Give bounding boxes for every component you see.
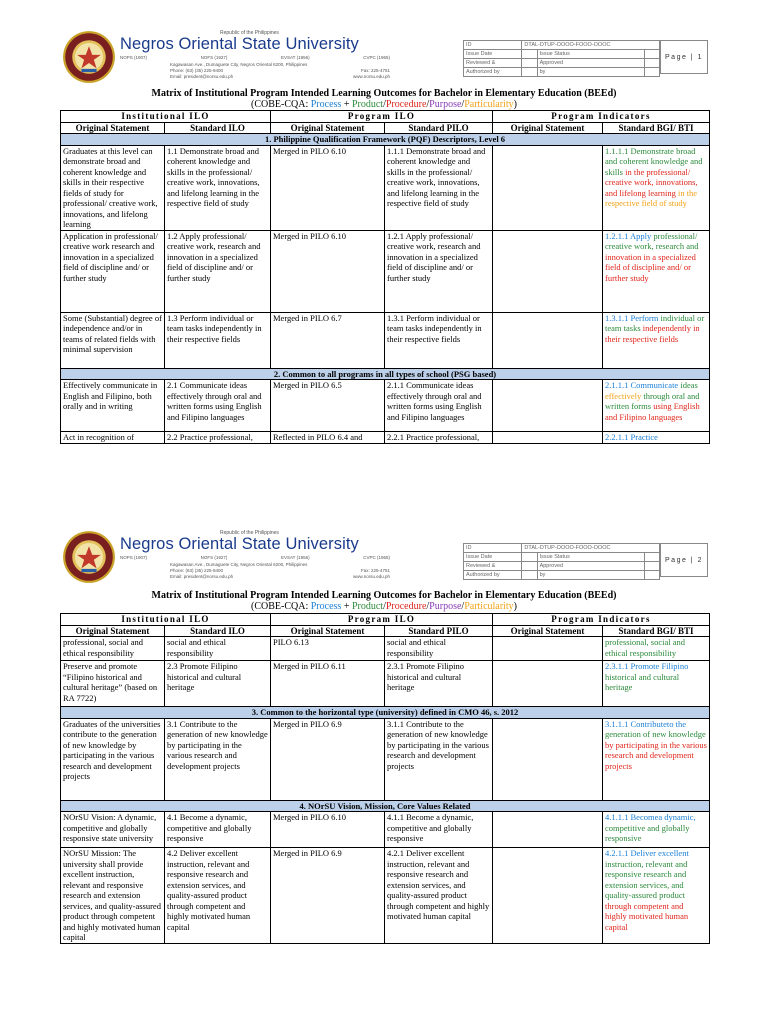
table-cell-c3: Merged in PILO 6.10 <box>271 230 385 312</box>
id-label: ID <box>464 41 522 50</box>
table-cell-c4: 2.1.1 Communicate ideas effectively through oral and written forms using English and Filipino languages <box>385 380 493 432</box>
colored-segment: instruction, relevant and responsive research and extension services, and quality-assured product <box>605 858 688 900</box>
colored-segment: historical and cultural heritage <box>605 671 680 692</box>
address-right: Fax: 225-4751 <box>360 68 390 73</box>
table-cell-c3: Merged in PILO 6.7 <box>271 312 385 368</box>
ilo-matrix-table <box>60 613 710 944</box>
campus-label: NOPS (1907) <box>120 555 148 560</box>
id-label: ID <box>464 544 522 553</box>
legend-slash1: / <box>383 601 386 612</box>
table-cell-c2: 4.2 Deliver excellent instruction, relevant and responsive research and extension services, and quality-assured product through competent and highly motivated human capital <box>165 848 271 944</box>
table-cell-c5 <box>493 718 603 800</box>
colored-segment: individual or team tasks <box>605 312 705 333</box>
republic-label: Republic of the Philippines <box>220 30 279 36</box>
legend-product: Product <box>351 99 384 110</box>
republic-label: Republic of the Philippines <box>220 530 279 536</box>
table-cell-c4: 1.3.1 Perform individual or team tasks independently in their respective fields <box>385 312 493 368</box>
university-name: Negros Oriental State University <box>120 35 359 53</box>
address-left: Kagawasan Ave., Dumaguete City, Negros Oriental 6200, Philippines <box>170 562 308 567</box>
campus-label: NOFS (1927) <box>200 555 228 560</box>
campus-label: CVPC (1965) <box>363 555 390 560</box>
table-cell-bgi-bti <box>603 637 710 661</box>
issue-date-label: Issue Date <box>464 50 522 59</box>
table-cell-c3: Merged in PILO 6.11 <box>271 661 385 707</box>
colored-segment: competitive and globally responsive <box>605 822 690 843</box>
campus-label: NOPS (1907) <box>120 55 148 60</box>
section-title: 1. Philippine Qualification Framework (PQF) Descriptors, Level 6 <box>61 134 710 146</box>
colored-segment: generation of new knowledge <box>605 729 706 739</box>
colored-segment: professional, social and ethical responsibility <box>605 637 686 658</box>
empty-cell <box>522 571 537 580</box>
campus-list <box>120 555 390 560</box>
section-title: 4. NOrSU Vision, Mission, Core Values Related <box>61 800 710 812</box>
legend-particularity: Particularity <box>464 601 514 612</box>
group-header-row <box>61 614 710 626</box>
address-line <box>170 562 390 567</box>
table-cell-c1: NOrSU Mission: The university shall provide excellent instruction, relevant and responsive research and extension services, and quality-assured product through competent and highly motivated human capital <box>61 848 165 944</box>
section-header-row <box>61 800 710 812</box>
colored-segment: in the respective field of study <box>605 187 698 208</box>
address-line <box>170 568 390 573</box>
legend-procedure: Procedure <box>385 601 427 612</box>
colored-segment: 2.3.1.1 Promote Filipino <box>605 661 689 671</box>
colored-segment: independently in their respective fields <box>605 323 700 344</box>
colored-segment: 4.1.1.1 Becomea dynamic, <box>605 812 696 822</box>
id-value: DTAL-DTUP-OOOO-FOOO-OOOC <box>522 544 660 553</box>
table-cell-c3: Merged in PILO 6.10 <box>271 145 385 230</box>
column-header: Standard PILO <box>385 625 493 637</box>
campus-label: EVSAT (1956) <box>281 555 310 560</box>
table-cell-c5 <box>493 848 603 944</box>
address-left: Phone: (63) (35) 225-9400 <box>170 568 224 573</box>
table-cell-c4: 4.2.1 Deliver excellent instruction, relevant and responsive research and extension services, and quality-assured product through competent and highly motivated human capital <box>385 848 493 944</box>
empty-cell <box>644 571 659 580</box>
table-cell-c1: Preserve and promote “Filipino historical and cultural heritage” (based on RA 7722) <box>61 661 165 707</box>
table-row <box>61 661 710 707</box>
group-header: Institutional ILO <box>61 111 271 123</box>
by-label: by <box>537 68 644 77</box>
table-cell-c1: NOrSU Vision: A dynamic, competitive and globally responsive state university <box>61 812 165 848</box>
table-cell-c4: 1.2.1 Apply professional/ creative work, research and innovation in a specialized field of discipline and/ or further study <box>385 230 493 312</box>
table-cell-c2: 1.1 Demonstrate broad and coherent knowledge and skills in the professional/ creative work, innovations, and lifelong learning in the respective field of study <box>165 145 271 230</box>
address-left: Email: president@norsu.edu.ph <box>170 74 234 79</box>
table-cell-bgi-bti <box>603 661 710 707</box>
legend-procedure: Procedure <box>385 99 427 110</box>
colored-segment: through oral and written forms <box>605 390 700 411</box>
table-cell-c3: Reflected in PILO 6.4 and <box>271 432 385 444</box>
column-header: Standard BGI/ BTI <box>603 122 710 134</box>
legend-slash2: / <box>426 601 430 612</box>
table-cell-c5 <box>493 661 603 707</box>
approved-label: Approved <box>537 59 644 68</box>
group-header: Program Indicators <box>493 111 710 123</box>
group-header: Program ILO <box>271 111 493 123</box>
university-name: Negros Oriental State University <box>120 535 359 553</box>
table-cell-c2: 2.2 Practice professional, <box>165 432 271 444</box>
table-cell-bgi-bti <box>603 718 710 800</box>
legend-purpose: Purpose <box>429 601 462 612</box>
legend-process: Process <box>310 601 342 612</box>
issue-status-label: Issue Status <box>537 553 644 562</box>
column-header: Original Statement <box>493 122 603 134</box>
authorized-label: Authorized by <box>464 571 522 580</box>
address-right: www.norsu.edu.ph <box>352 574 390 579</box>
colored-segment: innovation in a specialized field of discipline and/ or further study <box>605 251 696 283</box>
table-cell-c4: social and ethical responsibility <box>385 637 493 661</box>
legend-product: Product <box>351 601 384 612</box>
section-title: 2. Common to all programs in all types of school (PSG based) <box>61 368 710 380</box>
issue-status-label: Issue Status <box>537 50 644 59</box>
id-value: DTAL-DTUP-OOOO-FOOO-OOOC <box>522 41 660 50</box>
section-header-row <box>61 707 710 719</box>
table-cell-c1: Act in recognition of <box>61 432 165 444</box>
table-cell-c4: 4.1.1 Become a dynamic, competitive and globally responsive <box>385 812 493 848</box>
colored-segment: 1.1.1.1 Demonstrate broad and coherent knowledge <box>605 145 696 166</box>
colored-segment: 1.2.1.1 Apply <box>605 230 654 241</box>
address-right: Fax: 225-4751 <box>360 568 390 573</box>
column-header: Original Statement <box>271 122 385 134</box>
document-control-box <box>463 543 660 580</box>
table-cell-c2: 1.3 Perform individual or team tasks independently in their respective fields <box>165 312 271 368</box>
address-left: Phone: (63) (35) 225-9400 <box>170 68 224 73</box>
address-left: Email: president@norsu.edu.ph <box>170 574 234 579</box>
table-cell-c4: 2.3.1 Promote Filipino historical and cultural heritage <box>385 661 493 707</box>
column-header: Original Statement <box>271 625 385 637</box>
address-line <box>170 574 390 579</box>
colored-segment: 2.2.1.1 Practice <box>605 432 658 442</box>
column-header-row <box>61 625 710 637</box>
column-header: Original Statement <box>61 625 165 637</box>
column-header: Standard PILO <box>385 122 493 134</box>
table-cell-c4: 3.1.1 Contribute to the generation of new knowledge by participating in the various research and development projects <box>385 718 493 800</box>
legend-slash1: / <box>383 99 386 110</box>
cobe-cqa-legend <box>0 601 768 612</box>
table-cell-c2: social and ethical responsibility <box>165 637 271 661</box>
legend-slash3: / <box>461 601 465 612</box>
table-cell-c5 <box>493 812 603 848</box>
legend-plus: + <box>341 601 352 612</box>
table-cell-c1: Effectively communicate in English and Filipino, both orally and in writing <box>61 380 165 432</box>
column-header: Standard ILO <box>165 625 271 637</box>
section-title: 3. Common to the horizontal type (university) defined in CMO 46, s. 2012 <box>61 707 710 719</box>
legend-suffix: ) <box>513 99 517 110</box>
legend-purpose: Purpose <box>429 99 462 110</box>
table-cell-c1: Graduates at this level can demonstrate broad and coherent knowledge and skills in their respective fields of study for professional/ creative work, innovations, and lifelong learning <box>61 145 165 230</box>
colored-segment: in the professional/ creative work, innovations, and lifelong learning <box>605 166 698 198</box>
empty-cell <box>522 553 537 562</box>
legend-process: Process <box>310 99 342 110</box>
table-cell-c2: 4.1 Become a dynamic, competitive and globally responsive <box>165 812 271 848</box>
by-label: by <box>537 571 644 580</box>
address-left: Kagawasan Ave., Dumaguete City, Negros Oriental 6200, Philippines <box>170 62 308 67</box>
address-right: www.norsu.edu.ph <box>352 74 390 79</box>
colored-segment: using English and Filipino languages <box>605 401 700 422</box>
legend-plus: + <box>341 99 352 110</box>
page-number: Page | 2 <box>660 543 708 577</box>
legend-slash3: / <box>461 99 465 110</box>
table-cell-c3: Merged in PILO 6.9 <box>271 848 385 944</box>
table-cell-c1: Application in professional/ creative work research and innovation in a specialized field of discipline and/ or further study <box>61 230 165 312</box>
empty-cell <box>644 553 659 562</box>
colored-segment: 3.1.1.1 Contributeto the <box>605 718 686 729</box>
table-cell-c5 <box>493 637 603 661</box>
table-cell-c4: 1.1.1 Demonstrate broad and coherent knowledge and skills in the professional/ creative work, innovations, and lifelong learning in the respective field of study <box>385 145 493 230</box>
legend-suffix: ) <box>513 601 517 612</box>
table-cell-c1: Some (Substantial) degree of independence and/or in teams of related fields with minimal supervision <box>61 312 165 368</box>
table-cell-c4: 2.2.1 Practice professional, <box>385 432 493 444</box>
university-seal-logo <box>62 530 116 584</box>
empty-cell <box>644 562 659 571</box>
authorized-label: Authorized by <box>464 68 522 77</box>
legend-prefix: (COBE-CQA: <box>251 601 311 612</box>
campus-label: EVSAT (1956) <box>281 55 310 60</box>
table-cell-c2: 2.3 Promote Filipino historical and cultural heritage <box>165 661 271 707</box>
colored-segment: through competent and highly motivated human capital <box>605 900 689 932</box>
group-header: Program Indicators <box>493 614 710 626</box>
table-cell-bgi-bti <box>603 812 710 848</box>
table-cell-c2: 1.2 Apply professional/ creative work, research and innovation in a specialized field of discipline and/ or further study <box>165 230 271 312</box>
column-header: Original Statement <box>61 122 165 134</box>
colored-segment: by participating in the various research and development projects <box>605 739 707 771</box>
empty-cell <box>522 562 537 571</box>
legend-prefix: (COBE-CQA: <box>251 99 311 110</box>
document-title: Matrix of Institutional Program Intended Learning Outcomes for Bachelor in Elementary Education (BEEd) <box>151 590 617 601</box>
campus-label: NOFS (1927) <box>200 55 228 60</box>
group-header: Institutional ILO <box>61 614 271 626</box>
campus-label: CVPC (1965) <box>363 55 390 60</box>
reviewed-label: Reviewed & <box>464 562 522 571</box>
legend-slash2: / <box>426 99 430 110</box>
table-row <box>61 848 710 944</box>
colored-segment: 1.3.1.1 Perform <box>605 312 661 323</box>
table-cell-c3: Merged in PILO 6.9 <box>271 718 385 800</box>
reviewed-label: Reviewed & <box>464 59 522 68</box>
issue-date-label: Issue Date <box>464 553 522 562</box>
legend-particularity: Particularity <box>464 99 514 110</box>
colored-segment: 2.1.1.1 Communicate <box>605 380 681 390</box>
colored-segment: effectively <box>605 390 644 401</box>
table-cell-c1: Graduates of the universities contribute to the generation of new knowledge by participating in the various research and development projects <box>61 718 165 800</box>
group-header: Program ILO <box>271 614 493 626</box>
column-header: Original Statement <box>493 625 603 637</box>
table-cell-bgi-bti <box>603 848 710 944</box>
approved-label: Approved <box>537 562 644 571</box>
table-cell-c3: Merged in PILO 6.10 <box>271 812 385 848</box>
colored-segment: ideas <box>680 380 698 390</box>
table-cell-c1: professional, social and ethical responsibility <box>61 637 165 661</box>
column-header: Standard BGI/ BTI <box>603 625 710 637</box>
colored-segment: professional/ creative work, research and <box>605 230 699 251</box>
colored-segment: 4.2.1.1 Deliver excellent <box>605 848 689 858</box>
document-title: Matrix of Institutional Program Intended Learning Outcomes for Bachelor in Elementary Education (BEEd) <box>151 88 617 99</box>
colored-segment: and skills <box>605 156 703 177</box>
column-header: Standard ILO <box>165 122 271 134</box>
table-row <box>61 718 710 800</box>
table-cell-c2: 2.1 Communicate ideas effectively through oral and written forms using English and Filipino languages <box>165 380 271 432</box>
table-row <box>61 637 710 661</box>
page-number: Page | 1 <box>660 40 708 74</box>
table-cell-c2: 3.1 Contribute to the generation of new knowledge by participating in the various research and development projects <box>165 718 271 800</box>
table-cell-c3: PILO 6.13 <box>271 637 385 661</box>
table-row <box>61 812 710 848</box>
table-cell-c3: Merged in PILO 6.5 <box>271 380 385 432</box>
